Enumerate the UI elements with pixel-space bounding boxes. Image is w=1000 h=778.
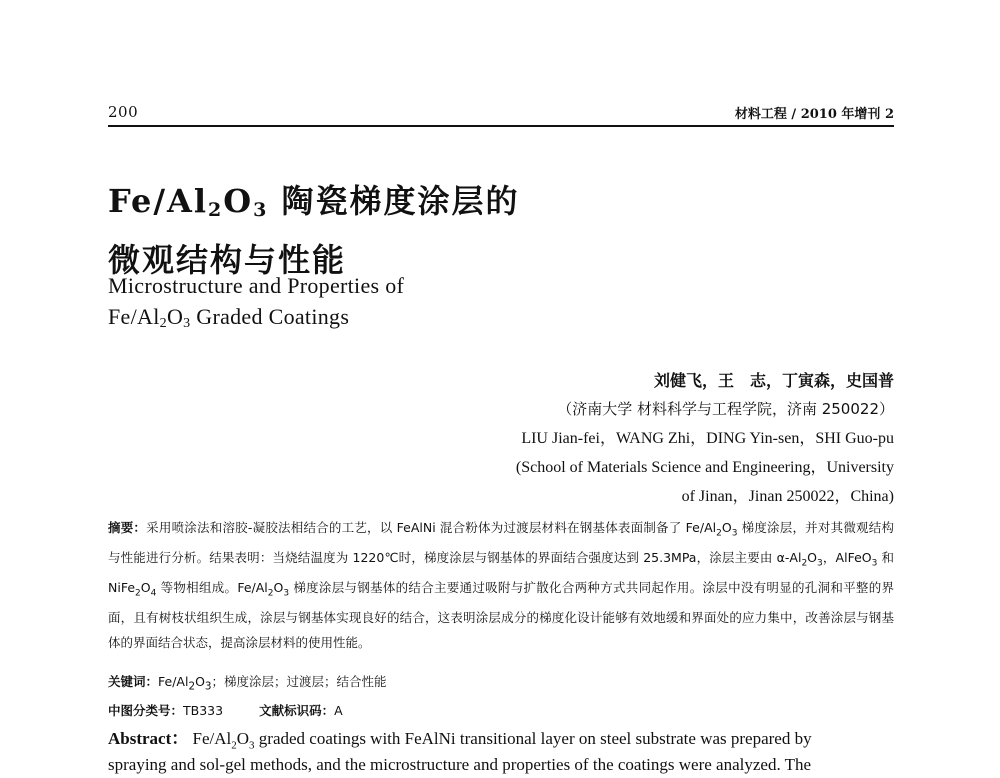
header-rule	[108, 125, 894, 127]
title-zh-line2: 微观结构与性能	[108, 241, 347, 279]
page-number: 200	[108, 103, 139, 121]
affiliation-zh: （济南大学 材料科学与工程学院，济南 250022）	[557, 400, 894, 418]
title-zh-line1: $Fe/Al_2O_3$ 陶瓷梯度涂层的	[108, 182, 520, 221]
abstract-chinese: 摘要：采用喷涂法和溶胶-凝胶法相结合的工艺，以 FeAlNi 混合粉体为过渡层材料在钢基体表面制备了 $Fe/Al_2O_3$ 梯度涂层，并对其微观结构与性能进行分析。结果表明：当烧结温度为 1220℃时，梯度涂层与钢基体的界面结合强度达到 25.3MPa，涂层主要由 $\alpha-Al_2O_3$，AlFeO$_3$ 和 $NiFe_2O_4$ 等物相组成。$Fe/Al_2O_3$ 梯度涂层与钢基体的结合主要通过吸附与扩散化合两种方式共同起作用。涂层中没有明显的孔洞和平整的界面，且有树枝状组织生成，涂层与钢基体实现良好的结合，这表明涂层成分的梯度化设计能够有效地缓和界面处的应力集中，改善涂层与钢基体的界面结合状态，提高涂层材料的使用性能。	[108, 520, 895, 650]
affiliation-en-line2: of Jinan，Jinan 250022，China)	[681, 488, 894, 505]
abstract-english: Abstract： $Fe/Al_2O_3$ graded coatings with FeAlNi transitional layer on steel substrate was prepared by	[108, 729, 812, 752]
abstract-english-line2-cropped: spraying and sol-gel methods, and the microstructure and properties of the coatings were analyzed. The	[108, 755, 812, 774]
title-en-line2: $Fe/Al_2O_3$ Graded Coatings	[108, 304, 350, 331]
keywords: 关键词：$Fe/Al_2O_3$；梯度涂层；过渡层；结合性能	[108, 674, 387, 693]
title-en-line1: Microstructure and Properties of	[108, 273, 405, 298]
keywords-and-classification	[108, 670, 387, 723]
journal-header: 材料工程 / 2010 年增刊 2	[734, 107, 894, 122]
classification-codes: 中图分类号：TB333 文献标识码：A	[108, 702, 343, 718]
clc-code: TB333	[183, 702, 224, 718]
authors-en: LIU Jian-fei，WANG Zhi，DING Yin-sen，SHI Guo-pu	[521, 430, 894, 447]
author-block	[516, 366, 894, 511]
title-chinese	[108, 176, 520, 285]
authors-zh: 刘健飞，王 志，丁寅森，史国普	[653, 371, 894, 390]
affiliation-en-line1: (School of Materials Science and Engineering，University	[515, 459, 894, 476]
abstract-zh-label: 摘要：	[108, 520, 147, 535]
title-english	[108, 270, 404, 339]
document-code: A	[334, 702, 343, 718]
